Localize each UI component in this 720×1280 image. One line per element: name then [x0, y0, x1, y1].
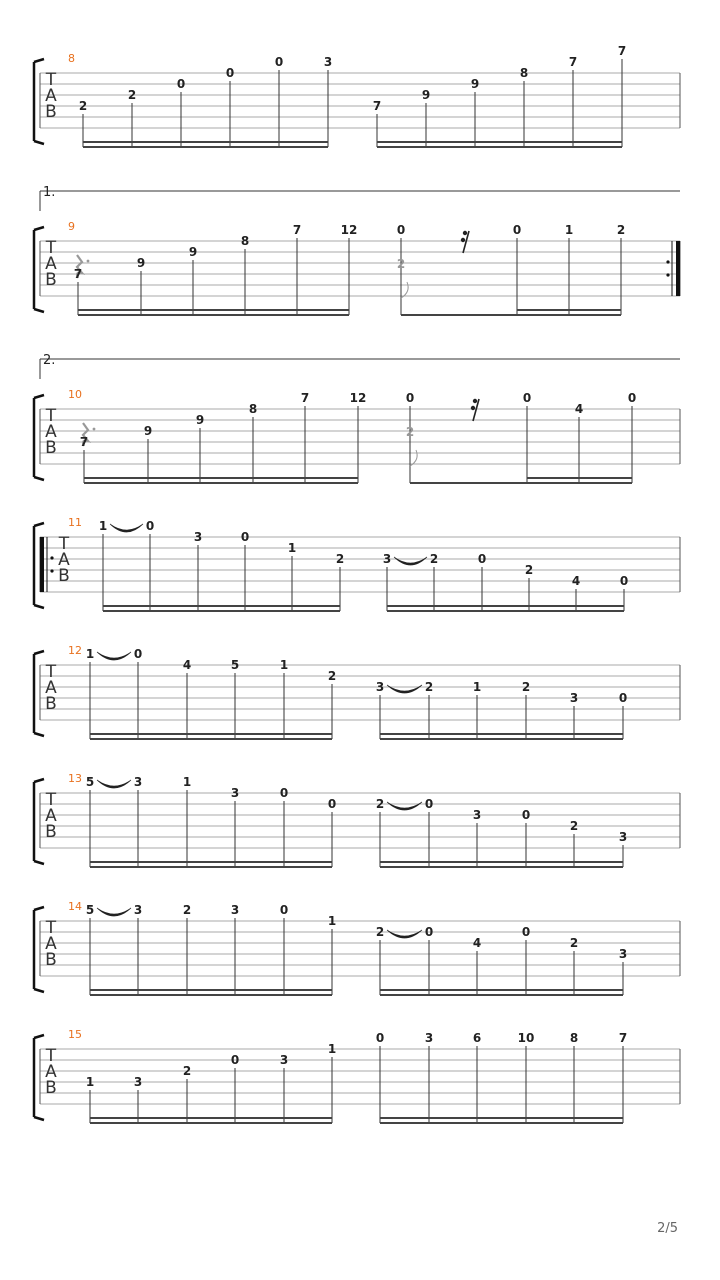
fret-number: 1 — [85, 1075, 95, 1089]
fret-number: 1 — [327, 914, 337, 928]
tie-arc — [97, 652, 131, 660]
repeat-thick-bar — [676, 241, 680, 296]
tab-clef-letter: T — [45, 238, 57, 258]
fret-number: 3 — [133, 775, 143, 789]
repeat-dot — [666, 260, 669, 263]
tab-clef-letter: T — [45, 406, 57, 426]
fret-number: 0 — [627, 391, 637, 405]
fret-number: 4 — [574, 402, 584, 416]
measure-number: 15 — [68, 1028, 82, 1041]
fret-number: 0 — [424, 925, 434, 939]
fret-number: 4 — [571, 574, 581, 588]
measure-number: 10 — [68, 388, 82, 401]
fret-number: 9 — [143, 424, 153, 438]
fret-number: 8 — [569, 1031, 579, 1045]
fret-number: 2 — [569, 936, 579, 950]
fret-number: 3 — [193, 530, 203, 544]
fret-number: 1 — [182, 775, 192, 789]
fret-number: 3 — [133, 1075, 143, 1089]
fret-number: 0 — [327, 797, 337, 811]
tab-clef-letter: A — [45, 806, 57, 826]
tab-clef-letter: T — [45, 662, 57, 682]
fret-number: 12 — [349, 391, 367, 405]
fret-number: 3 — [279, 1053, 289, 1067]
fret-number: 2 — [524, 563, 534, 577]
fret-number: 9 — [470, 77, 480, 91]
tab-clef-letter: B — [45, 822, 57, 842]
fret-number: 0 — [176, 77, 186, 91]
fret-number: 2 — [327, 669, 337, 683]
fret-number: 0 — [521, 808, 531, 822]
fret-number: 8 — [519, 66, 529, 80]
fret-number: 0 — [133, 647, 143, 661]
system-bracket — [34, 651, 44, 736]
system-bracket — [34, 59, 44, 144]
fret-number: 0 — [145, 519, 155, 533]
fret-number: 8 — [240, 234, 250, 248]
fret-number: 2 — [424, 680, 434, 694]
fret-number: 5 — [85, 775, 95, 789]
fret-number: 9 — [188, 245, 198, 259]
tab-clef-letter: B — [45, 950, 57, 970]
fret-number: 0 — [230, 1053, 240, 1067]
fret-number: 10 — [517, 1031, 535, 1045]
rest-flag-dot — [473, 399, 477, 403]
fret-number: 1 — [98, 519, 108, 533]
fret-number: 0 — [522, 391, 532, 405]
fret-number: 3 — [472, 808, 482, 822]
tab-clef-letter: T — [45, 70, 57, 90]
tab-clef-letter: B — [45, 102, 57, 122]
fret-number: 2 — [569, 819, 579, 833]
tab-clef-letter: A — [45, 1062, 57, 1082]
fret-number: 0 — [396, 223, 406, 237]
fret-number: 1 — [472, 680, 482, 694]
fret-number: 2 — [335, 552, 345, 566]
fret-number: 0 — [279, 903, 289, 917]
system-bracket — [34, 227, 44, 312]
repeat-dot — [50, 556, 53, 559]
fret-number: 1 — [85, 647, 95, 661]
fret-number: 2 — [78, 99, 88, 113]
measure-number: 11 — [68, 516, 82, 529]
measure-number: 12 — [68, 644, 82, 657]
fret-number: 4 — [182, 658, 192, 672]
fret-number: 3 — [375, 680, 385, 694]
fret-number: 2 — [182, 903, 192, 917]
fret-number: 12 — [340, 223, 358, 237]
fret-number: 2 — [375, 797, 385, 811]
fret-number: 1 — [287, 541, 297, 555]
tie-arc — [387, 802, 422, 810]
tab-clef-letter: B — [45, 438, 57, 458]
fret-number: 7 — [617, 44, 627, 58]
system-bracket — [34, 779, 44, 864]
fret-number: 3 — [230, 903, 240, 917]
repeat-dot — [50, 569, 53, 572]
fret-number: 3 — [230, 786, 240, 800]
fret-number: 5 — [85, 903, 95, 917]
fret-number: 0 — [279, 786, 289, 800]
fret-number: 0 — [477, 552, 487, 566]
fret-number: 8 — [248, 402, 258, 416]
fret-number: 0 — [521, 925, 531, 939]
tab-clef-letter: A — [45, 934, 57, 954]
fret-number: 0 — [512, 223, 522, 237]
tab-clef-letter: B — [45, 270, 57, 290]
tab-clef-letter: B — [45, 694, 57, 714]
volta-label: 2. — [43, 353, 56, 368]
rest-dot — [87, 260, 90, 263]
fret-number: 3 — [569, 691, 579, 705]
fret-number: 2 — [616, 223, 626, 237]
grace-note: 2 — [396, 257, 406, 271]
fret-number: 2 — [127, 88, 137, 102]
fret-number: 7 — [618, 1031, 628, 1045]
fret-number: 0 — [619, 574, 629, 588]
tie-arc — [110, 524, 143, 532]
fret-number: 7 — [300, 391, 310, 405]
tie-arc — [97, 780, 131, 788]
rest-flag-dot — [471, 406, 475, 410]
tab-clef-letter: T — [45, 790, 57, 810]
fret-number: 9 — [421, 88, 431, 102]
page-number: 2/5 — [657, 1221, 678, 1236]
tab-clef-letter: A — [45, 254, 57, 274]
fret-number: 7 — [73, 267, 83, 281]
tie-arc — [97, 908, 131, 916]
tie-arc — [394, 557, 427, 565]
rest-flag-dot — [463, 231, 467, 235]
fret-number: 1 — [564, 223, 574, 237]
tie-arc — [387, 685, 422, 693]
tie-arc — [387, 930, 422, 938]
measure-number: 8 — [68, 52, 75, 65]
fret-number: 1 — [279, 658, 289, 672]
fret-number: 9 — [136, 256, 146, 270]
tab-clef-letter: A — [58, 550, 70, 570]
fret-number: 0 — [240, 530, 250, 544]
system-bracket — [34, 1035, 44, 1120]
tab-clef-letter: T — [45, 918, 57, 938]
fret-number: 7 — [568, 55, 578, 69]
fret-number: 7 — [79, 435, 89, 449]
fret-number: 6 — [472, 1031, 482, 1045]
fret-number: 0 — [424, 797, 434, 811]
fret-number: 0 — [618, 691, 628, 705]
rest-dot — [93, 428, 96, 431]
repeat-thick-bar — [40, 537, 44, 592]
fret-number: 7 — [372, 99, 382, 113]
fret-number: 2 — [429, 552, 439, 566]
fret-number: 2 — [375, 925, 385, 939]
fret-number: 3 — [618, 830, 628, 844]
fret-number: 0 — [225, 66, 235, 80]
fret-number: 3 — [424, 1031, 434, 1045]
fret-number: 3 — [618, 947, 628, 961]
rest-flag-dot — [461, 238, 465, 242]
grace-note: 2 — [405, 425, 415, 439]
fret-number: 0 — [375, 1031, 385, 1045]
system-bracket — [34, 907, 44, 992]
fret-number: 2 — [521, 680, 531, 694]
measure-number: 14 — [68, 900, 82, 913]
measure-number: 9 — [68, 220, 75, 233]
tab-clef-letter: B — [45, 1078, 57, 1098]
fret-number: 1 — [327, 1042, 337, 1056]
fret-number: 2 — [182, 1064, 192, 1078]
tab-clef-letter: B — [58, 566, 70, 586]
tab-clef-letter: T — [45, 1046, 57, 1066]
repeat-dot — [666, 273, 669, 276]
tab-clef-letter: T — [58, 534, 70, 554]
fret-number: 3 — [323, 55, 333, 69]
fret-number: 4 — [472, 936, 482, 950]
volta-label: 1. — [43, 185, 56, 200]
tab-clef-letter: A — [45, 86, 57, 106]
fret-number: 0 — [405, 391, 415, 405]
fret-number: 3 — [133, 903, 143, 917]
tab-clef-letter: A — [45, 422, 57, 442]
system-bracket — [34, 395, 44, 480]
tab-clef-letter: A — [45, 678, 57, 698]
fret-number: 3 — [382, 552, 392, 566]
fret-number: 7 — [292, 223, 302, 237]
fret-number: 5 — [230, 658, 240, 672]
measure-number: 13 — [68, 772, 82, 785]
fret-number: 0 — [274, 55, 284, 69]
fret-number: 9 — [195, 413, 205, 427]
